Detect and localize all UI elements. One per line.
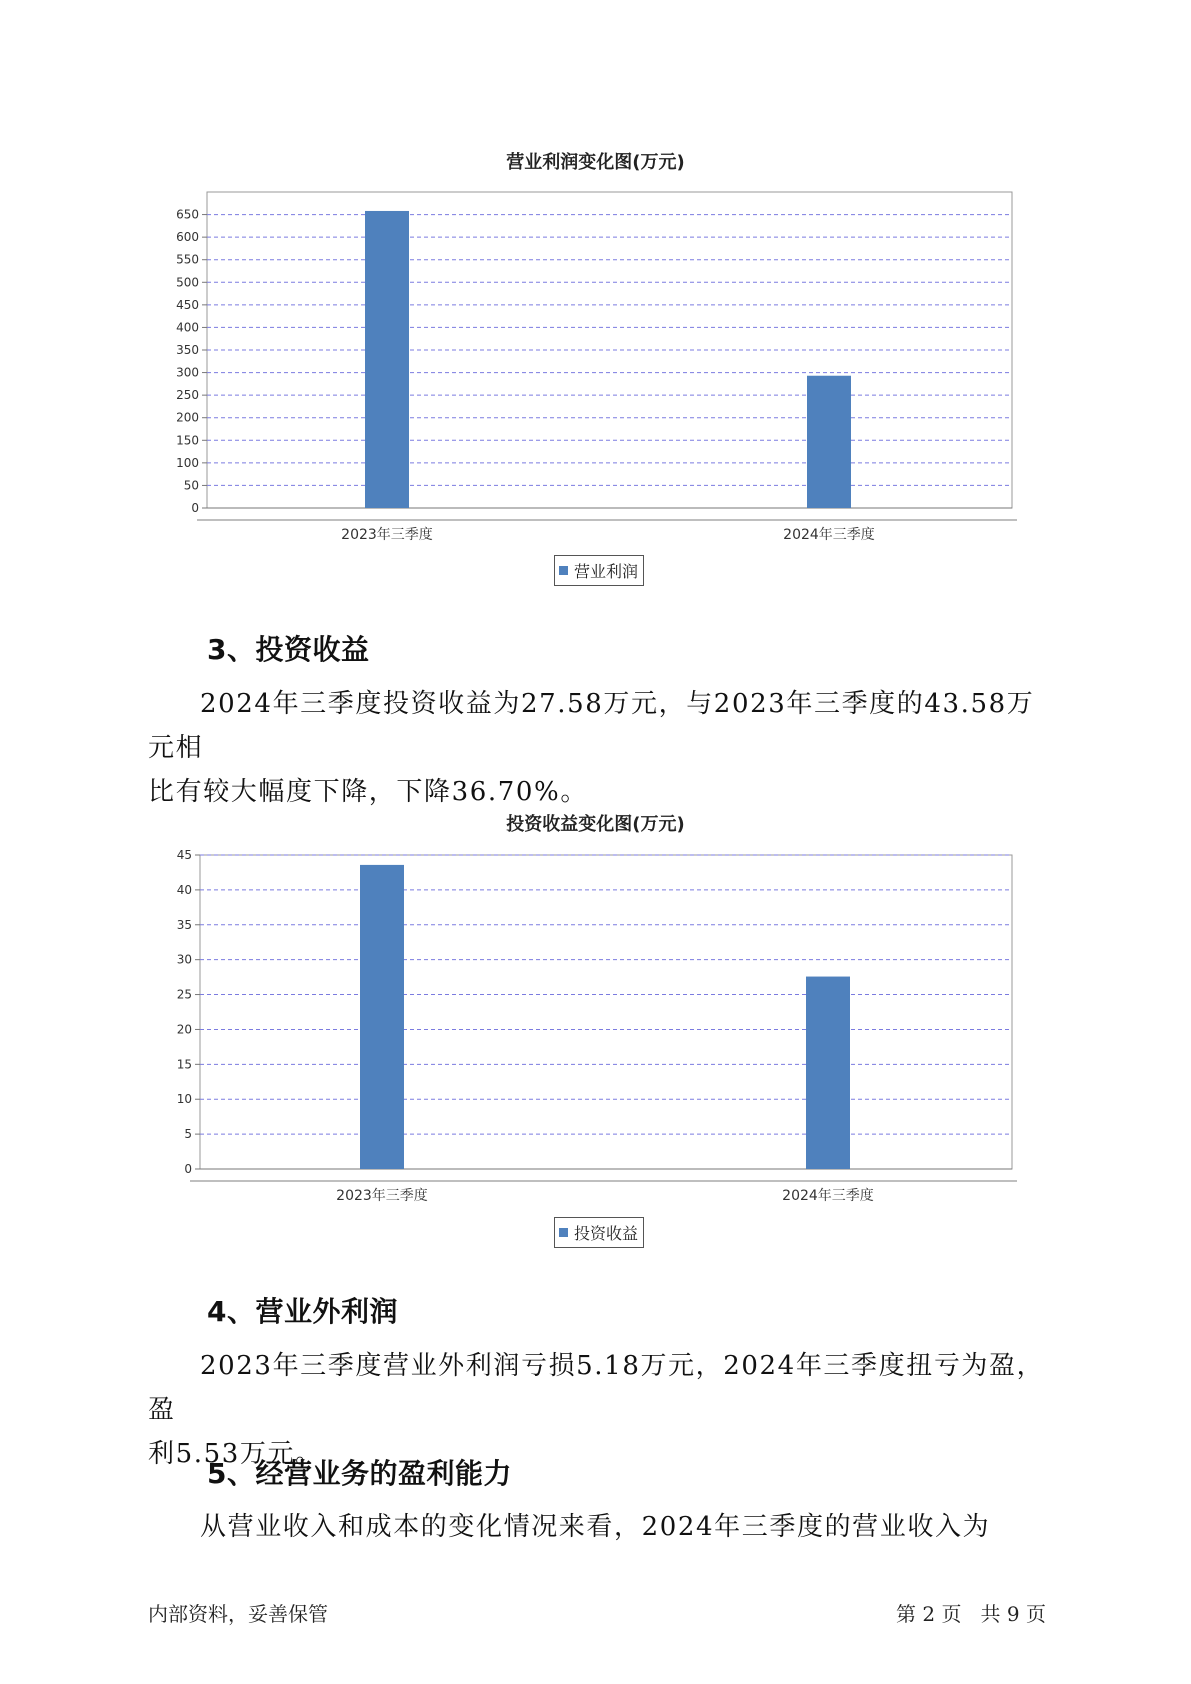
y-tick-label: 25 [176,987,192,1002]
y-tick-label: 500 [176,275,199,290]
y-tick-label: 45 [176,848,192,862]
y-tick-label: 600 [176,230,199,245]
y-tick-label: 50 [183,478,199,493]
y-tick-label: 10 [176,1092,192,1107]
plot-frame [200,855,1012,1169]
legend-swatch-icon [559,1228,568,1237]
x-tick-label: 2024年三季度 [783,527,875,543]
y-tick-label: 15 [176,1057,192,1072]
y-tick-label: 30 [176,952,192,967]
section-3-line-1: 2024年三季度投资收益为27.58万元，与2023年三季度的43.58万元相 [148,689,1035,763]
y-tick-label: 650 [176,207,199,222]
y-tick-label: 0 [184,1162,192,1176]
y-tick-label: 250 [176,388,199,403]
section-4-line-1: 2023年三季度营业外利润亏损5.18万元，2024年三季度扭亏为盈，盈 [148,1351,1045,1425]
x-tick-label: 2023年三季度 [336,1188,428,1204]
y-tick-label: 150 [176,433,199,448]
y-tick-label: 5 [184,1127,192,1142]
footer-left: 内部资料，妥善保管 [148,1602,328,1626]
y-tick-label: 35 [176,917,192,932]
chart2-legend-label: 投资收益 [574,1224,639,1243]
section-5-line-1: 从营业收入和成本的变化情况来看，2024年三季度的营业收入为 [200,1512,991,1542]
section-4-heading: 4、营业外利润 [207,1295,398,1328]
y-tick-label: 550 [176,252,199,267]
section-5-paragraph [148,1505,1048,1549]
section-4-line-2: 利5.53万元。 [148,1439,323,1469]
section-5-heading: 5、经营业务的盈利能力 [207,1457,512,1490]
chart2-title: 投资收益变化图(万元) [506,814,685,835]
chart1-legend-label: 营业利润 [574,562,639,581]
bar [806,977,850,1169]
y-tick-label: 300 [176,365,199,380]
y-tick-label: 400 [176,320,199,335]
y-tick-label: 200 [176,410,199,425]
section-3-line-2: 比有较大幅度下降，下降36.70%。 [148,777,588,807]
section-3-heading: 3、投资收益 [207,633,370,666]
chart1-title: 营业利润变化图(万元) [506,152,685,173]
footer-page-number: 第 2 页 共 9 页 [896,1602,1046,1626]
bar [360,865,404,1169]
chart2-legend [554,1217,644,1248]
y-tick-label: 0 [191,501,199,515]
x-tick-label: 2024年三季度 [782,1188,874,1204]
y-tick-label: 350 [176,343,199,357]
y-tick-label: 40 [176,882,192,897]
x-tick-label: 2023年三季度 [341,527,433,543]
y-tick-label: 20 [176,1022,192,1037]
y-tick-label: 450 [176,297,199,312]
y-tick-label: 100 [176,455,199,470]
